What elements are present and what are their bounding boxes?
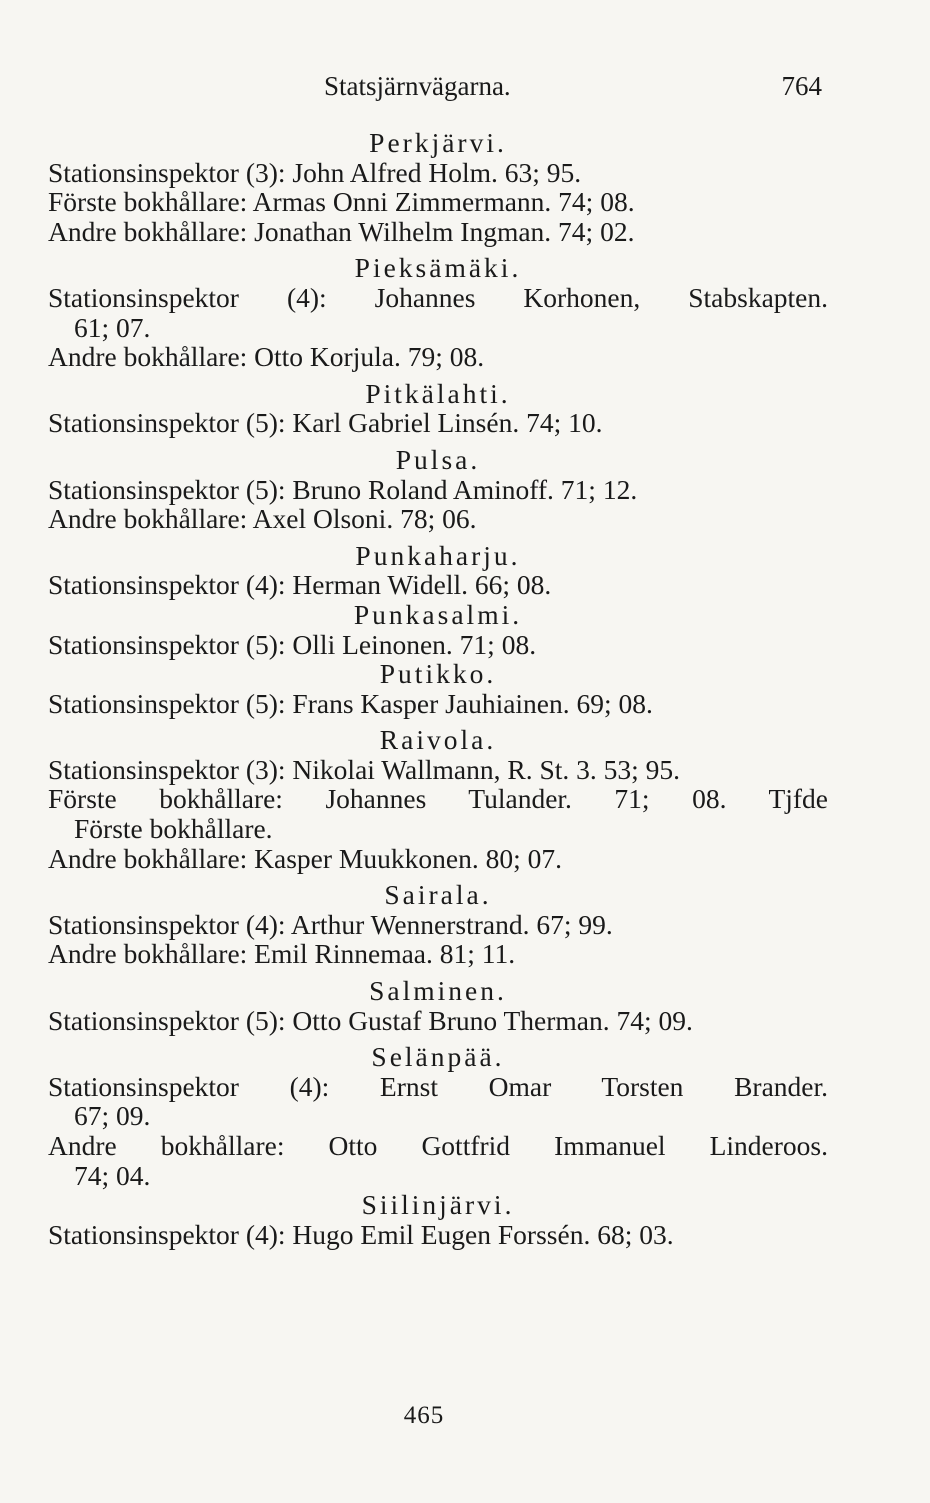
staff-entry-continuation: Förste bokhållare. bbox=[74, 813, 273, 845]
station-section bbox=[48, 976, 828, 1035]
station-heading: Selänpää. bbox=[371, 1041, 505, 1073]
station-section bbox=[48, 1042, 828, 1190]
station-heading: Punkasalmi. bbox=[353, 598, 523, 630]
station-section bbox=[48, 880, 828, 969]
staff-entry: Andre bokhållare: Otto Korjula. 79; 08. bbox=[48, 341, 485, 373]
station-heading: Sairala. bbox=[384, 879, 492, 911]
staff-entry: Stationsinspektor (4): Herman Widell. 66; 08. bbox=[48, 569, 552, 601]
staff-entry: Stationsinspektor (5): Otto Gustaf Bruno Therman. 74; 09. bbox=[48, 1004, 693, 1036]
station-heading: Perkjärvi. bbox=[369, 127, 507, 158]
running-title: Statsjärnvägarna. bbox=[324, 71, 511, 101]
station-section bbox=[48, 600, 828, 659]
staff-entry-continuation: 74; 04. bbox=[74, 1159, 151, 1191]
station-heading: Raivola. bbox=[379, 724, 497, 756]
station-heading: Putikko. bbox=[379, 658, 497, 690]
station-heading: Salminen. bbox=[369, 975, 507, 1007]
staff-entry: Förste bokhållare: Johannes Tulander. 71; 08. Tjfde bbox=[48, 783, 828, 815]
station-section bbox=[48, 659, 828, 718]
staff-entry: Stationsinspektor (5): Frans Kasper Jauhiainen. 69; 08. bbox=[48, 687, 653, 719]
station-section bbox=[48, 253, 828, 371]
station-section bbox=[48, 128, 828, 246]
station-heading: Pitkälahti. bbox=[365, 377, 511, 409]
staff-entry: Stationsinspektor (4): Arthur Wennerstrand. 67; 99. bbox=[48, 908, 613, 940]
staff-entry: Andre bokhållare: Otto Gottfrid Immanuel Linderoos. bbox=[48, 1130, 828, 1161]
staff-entry: Stationsinspektor (3): Nikolai Wallmann, R. St. 3. 53; 95. bbox=[48, 753, 681, 785]
staff-entry: Stationsinspektor (5): Olli Leinonen. 71; 08. bbox=[48, 628, 537, 660]
staff-entry: Förste bokhållare: Armas Onni Zimmermann. 74; 08. bbox=[48, 186, 635, 218]
signature-mark: 465 bbox=[403, 1402, 445, 1429]
station-section bbox=[48, 379, 828, 438]
directory-body bbox=[48, 128, 828, 1249]
staff-entry: Stationsinspektor (4): Hugo Emil Eugen Forssén. 68; 03. bbox=[48, 1218, 674, 1250]
station-heading: Pieksämäki. bbox=[354, 252, 522, 284]
staff-entry: Andre bokhållare: Axel Olsoni. 78; 06. bbox=[48, 503, 477, 535]
station-heading: Punkaharju. bbox=[355, 539, 521, 571]
staff-entry: Andre bokhållare: Jonathan Wilhelm Ingman. 74; 02. bbox=[48, 215, 635, 247]
station-section bbox=[48, 445, 828, 534]
station-section bbox=[48, 725, 828, 873]
station-heading: Pulsa. bbox=[395, 443, 481, 475]
station-section bbox=[48, 541, 828, 600]
staff-entry: Andre bokhållare: Kasper Muukkonen. 80; 07. bbox=[48, 842, 562, 874]
staff-entry: Stationsinspektor (5): Bruno Roland Aminoff. 71; 12. bbox=[48, 473, 638, 505]
staff-entry-continuation: 61; 07. bbox=[74, 311, 151, 343]
station-section bbox=[48, 1190, 828, 1249]
staff-entry: Andre bokhållare: Emil Rinnemaa. 81; 11. bbox=[48, 938, 516, 970]
running-header bbox=[324, 66, 822, 106]
page-number: 764 bbox=[781, 71, 822, 101]
staff-entry: Stationsinspektor (3): John Alfred Holm. 63; 95. bbox=[48, 156, 582, 188]
staff-entry: Stationsinspektor (4): Johannes Korhonen, Stabskapten. bbox=[48, 281, 828, 313]
station-heading: Siilinjärvi. bbox=[361, 1189, 515, 1221]
staff-entry-continuation: 67; 09. bbox=[74, 1100, 151, 1132]
staff-entry: Stationsinspektor (4): Ernst Omar Torsten Brander. bbox=[48, 1070, 828, 1102]
staff-entry: Stationsinspektor (5): Karl Gabriel Linsén. 74; 10. bbox=[48, 407, 603, 439]
